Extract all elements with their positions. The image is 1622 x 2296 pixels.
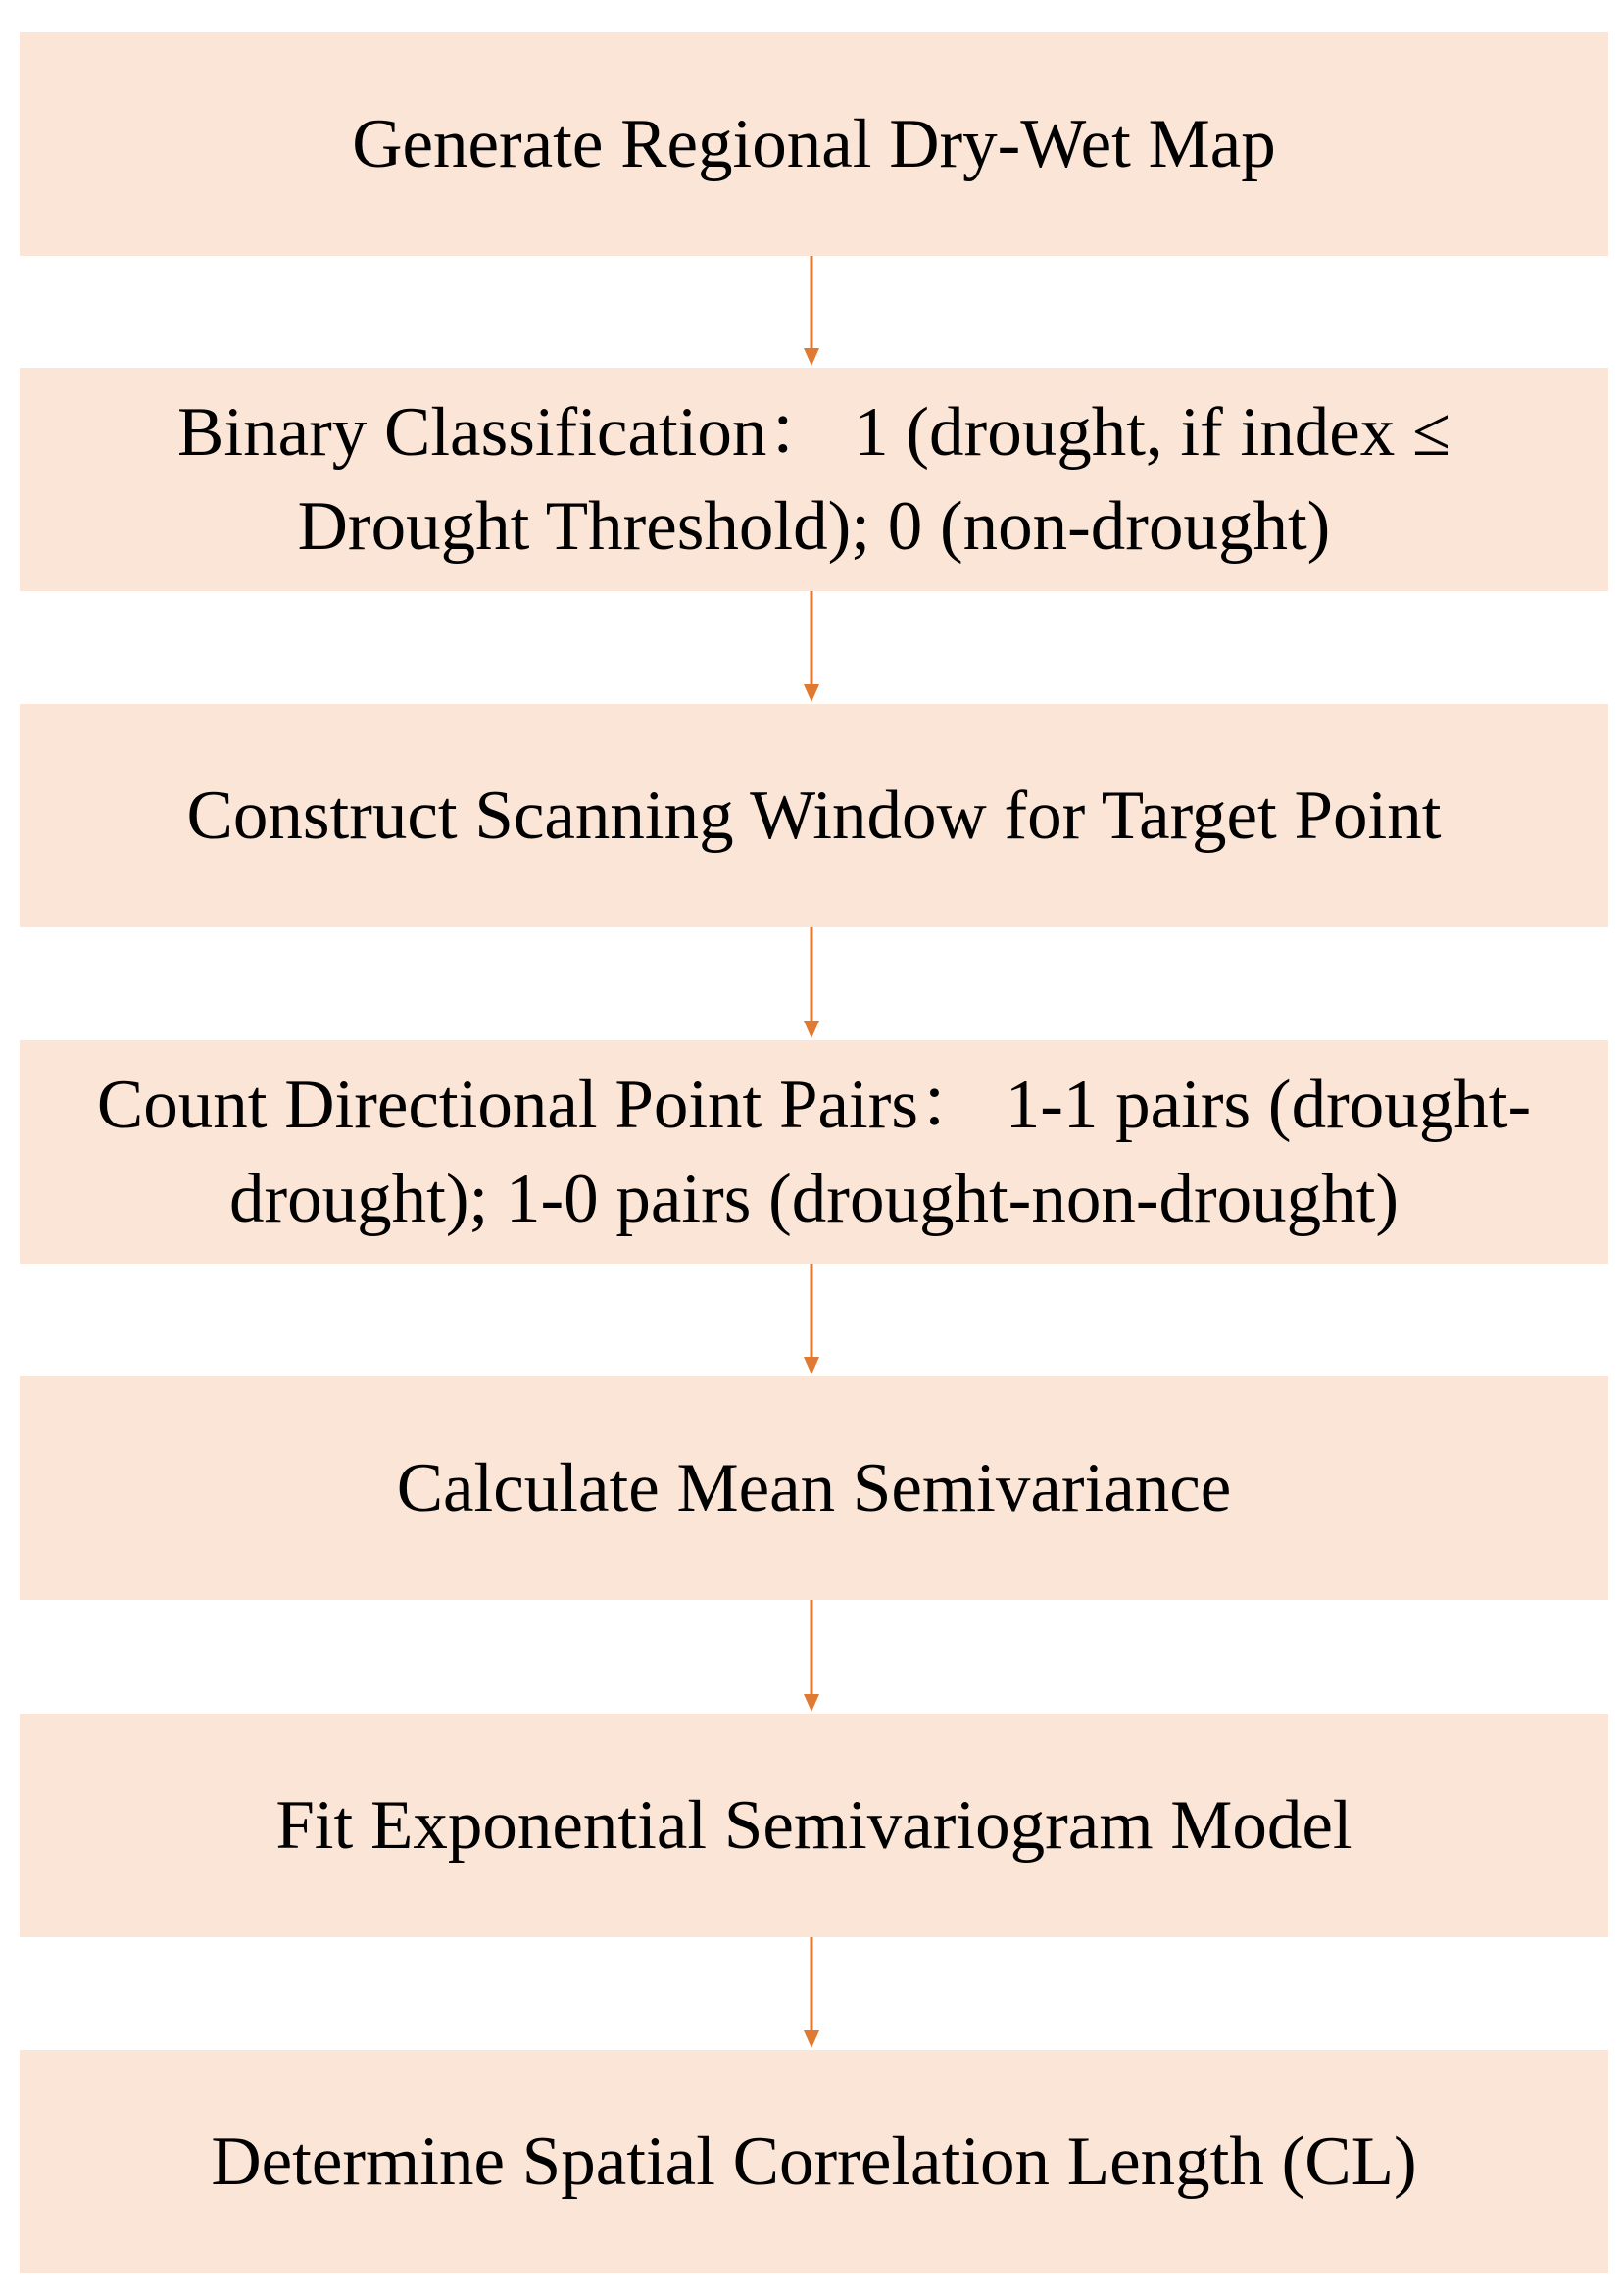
arrow-down-icon xyxy=(802,1600,821,1712)
arrow-down-icon xyxy=(802,927,821,1038)
step-count-point-pairs xyxy=(20,1040,1608,1264)
arrow-down-icon xyxy=(802,591,821,702)
step-generate-map xyxy=(20,32,1608,256)
step-label: Construct Scanning Window for Target Point xyxy=(186,777,1442,854)
step-label-line-1: Count Directional Point Pairs： 1-1 pairs (drought- xyxy=(96,1067,1532,1143)
step-label: Fit Exponential Semivariogram Model xyxy=(275,1787,1352,1864)
arrow-down-icon xyxy=(802,256,821,366)
step-label-line-2: drought); 1-0 pairs (drought-non-drought) xyxy=(229,1161,1399,1237)
step-label-line-2: Drought Threshold); 0 (non-drought) xyxy=(297,488,1331,565)
step-binary-classification xyxy=(20,368,1608,591)
step-scanning-window xyxy=(20,704,1608,927)
arrow-down-icon xyxy=(802,1264,821,1374)
step-mean-semivariance xyxy=(20,1376,1608,1600)
step-label: Calculate Mean Semivariance xyxy=(396,1450,1232,1526)
step-correlation-length xyxy=(20,2050,1608,2273)
arrow-down-icon xyxy=(802,1937,821,2048)
step-label: Determine Spatial Correlation Length (CL) xyxy=(211,2123,1417,2200)
step-label: Generate Regional Dry-Wet Map xyxy=(352,106,1276,182)
step-fit-semivariogram xyxy=(20,1714,1608,1937)
step-label-line-1: Binary Classification： 1 (drought, if index ≤ xyxy=(176,394,1450,471)
